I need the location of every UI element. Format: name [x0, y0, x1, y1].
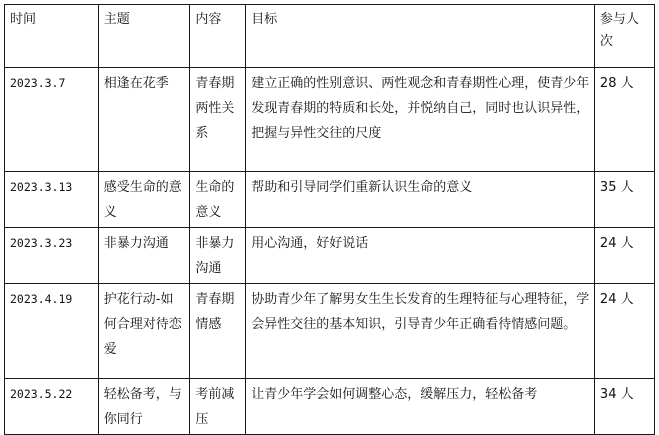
cell-goal: 建立正确的性别意识、两性观念和青春期性心理，使青少年发现青春期的特质和长处，并悦纳自己，同时也认识异性，把握与异性交往的尺度: [246, 68, 595, 172]
cell-content: 考前减压: [190, 379, 246, 435]
cell-goal: 协助青少年了解男女生生长发育的生理特征与心理特征，学会异性交往的基本知识，引导青少年正确看待情感问题。: [246, 284, 595, 379]
cell-content: 青春期情感: [190, 284, 246, 379]
cell-participants: 24 人: [594, 284, 654, 379]
cell-time: 2023.5.22: [5, 379, 99, 435]
header-topic: 主题: [98, 5, 190, 68]
table-row: [5, 284, 655, 379]
cell-topic: 轻松备考，与你同行: [98, 379, 190, 435]
activity-table: [4, 4, 655, 435]
header-participants: 参与人次: [594, 5, 654, 68]
table-header-row: [5, 5, 655, 68]
cell-goal: 用心沟通，好好说话: [246, 228, 595, 284]
cell-time: 2023.3.23: [5, 228, 99, 284]
cell-content: 生命的意义: [190, 172, 246, 228]
cell-topic: 感受生命的意义: [98, 172, 190, 228]
cell-goal: 让青少年学会如何调整心态，缓解压力，轻松备考: [246, 379, 595, 435]
table-row: [5, 379, 655, 435]
cell-participants: 34 人: [594, 379, 654, 435]
cell-time: 2023.3.7: [5, 68, 99, 172]
cell-goal: 帮助和引导同学们重新认识生命的意义: [246, 172, 595, 228]
cell-topic: 相逢在花季: [98, 68, 190, 172]
cell-content: 非暴力沟通: [190, 228, 246, 284]
cell-topic: 非暴力沟通: [98, 228, 190, 284]
header-content: 内容: [190, 5, 246, 68]
cell-time: 2023.3.13: [5, 172, 99, 228]
cell-participants: 28 人: [594, 68, 654, 172]
header-time: 时间: [5, 5, 99, 68]
cell-topic: 护花行动-如何合理对待恋爱: [98, 284, 190, 379]
table-row: [5, 68, 655, 172]
cell-participants: 35 人: [594, 172, 654, 228]
header-goal: 目标: [246, 5, 595, 68]
table-row: [5, 172, 655, 228]
table-row: [5, 228, 655, 284]
cell-participants: 24 人: [594, 228, 654, 284]
cell-time: 2023.4.19: [5, 284, 99, 379]
cell-content: 青春期两性关系: [190, 68, 246, 172]
